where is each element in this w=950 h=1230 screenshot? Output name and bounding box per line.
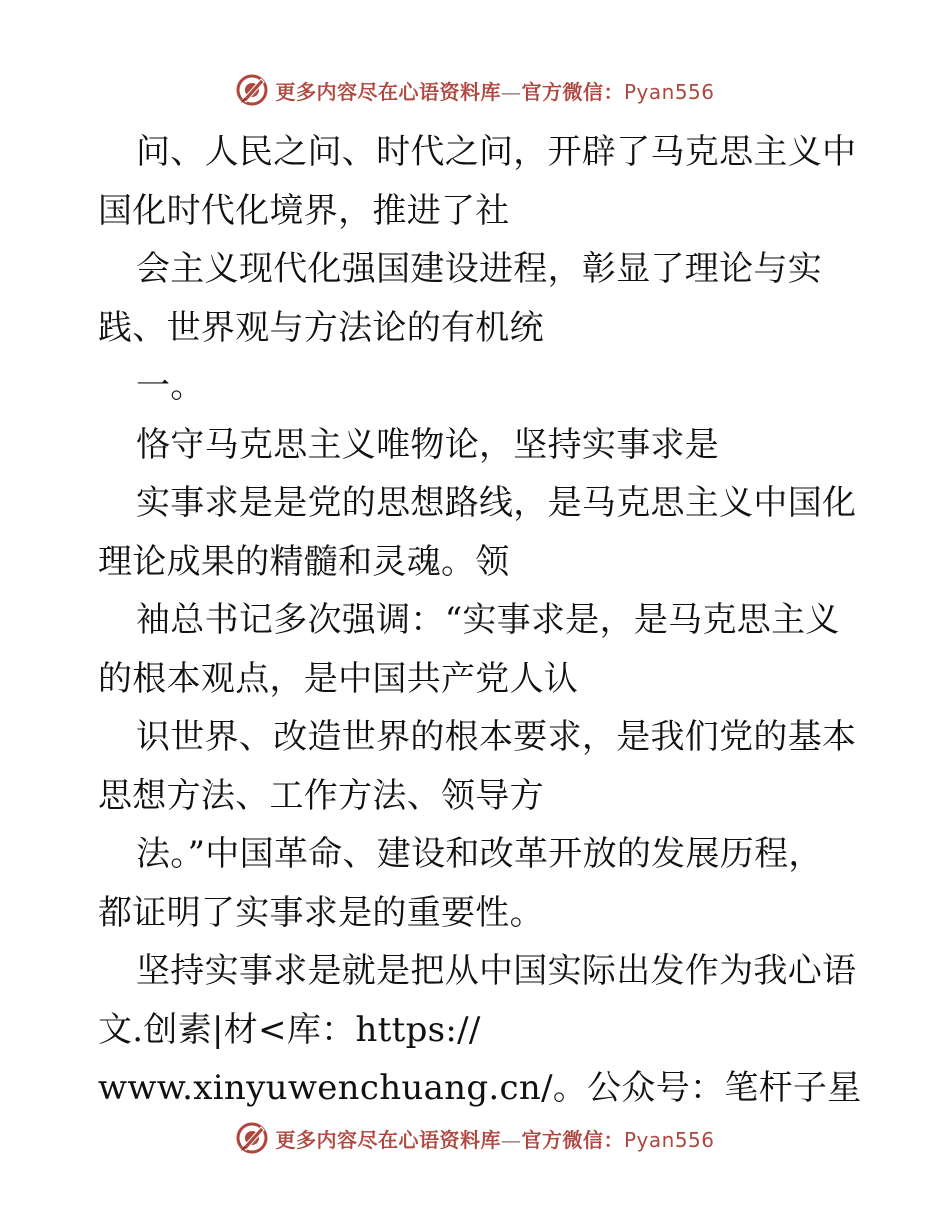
document-body [98, 123, 862, 1118]
banner-text [275, 76, 714, 105]
footer-watermark-banner [0, 1118, 950, 1158]
body-line: 理论成果的精髓和灵魂。领 [98, 541, 510, 582]
body-line: 实事求是是党的思想路线，是马克思主义中国化 [136, 483, 857, 523]
body-line-url-start: 文.创素|材<库：https:// [98, 1009, 481, 1050]
body-line-url: www.xinyuwenchuang.cn/。公众号：笔杆子星 [98, 1068, 862, 1108]
banner-text-wechat: 官方微信： [521, 79, 624, 104]
section-heading: 恪守马克思主义唯物论，坚持实事求是 [136, 424, 720, 465]
quill-logo-icon [235, 1121, 269, 1155]
banner-text-main: 更多内容尽在心语资料库 [275, 79, 501, 104]
header-watermark-banner [0, 70, 950, 110]
body-line: 会主义现代化强国建设进程，彰显了理论与实 [136, 249, 822, 289]
body-line: 袖总书记多次强调：“实事求是，是马克思主义 [136, 600, 840, 640]
body-line: 的根本观点，是中国共产党人认 [98, 658, 579, 699]
banner-wechat-id: Pyan556 [623, 1127, 715, 1152]
banner-wechat-id: Pyan556 [623, 79, 715, 104]
body-line: 法。”中国革命、建设和改革开放的发展历程， [136, 834, 823, 874]
body-line: 国化时代化境界，推进了社 [98, 190, 510, 231]
banner-text-main: 更多内容尽在心语资料库 [275, 1127, 501, 1152]
quill-logo-icon [235, 73, 269, 107]
body-line: 问、人民之问、时代之问，开辟了马克思主义中 [136, 132, 857, 172]
body-line: 识世界、改造世界的根本要求，是我们党的基本 [136, 717, 857, 757]
body-line: 都证明了实事求是的重要性。 [98, 892, 544, 933]
body-line: 一。 [136, 366, 205, 406]
body-line: 践、世界观与方法论的有机统 [98, 307, 544, 348]
banner-separator: — [500, 1127, 522, 1152]
banner-separator: — [500, 79, 522, 104]
banner-text-wechat: 官方微信： [521, 1127, 624, 1152]
banner-text [275, 1124, 714, 1153]
body-line: 思想方法、工作方法、领导方 [98, 775, 544, 816]
body-line: 坚持实事求是就是把从中国实际出发作为我心语 [136, 951, 857, 991]
